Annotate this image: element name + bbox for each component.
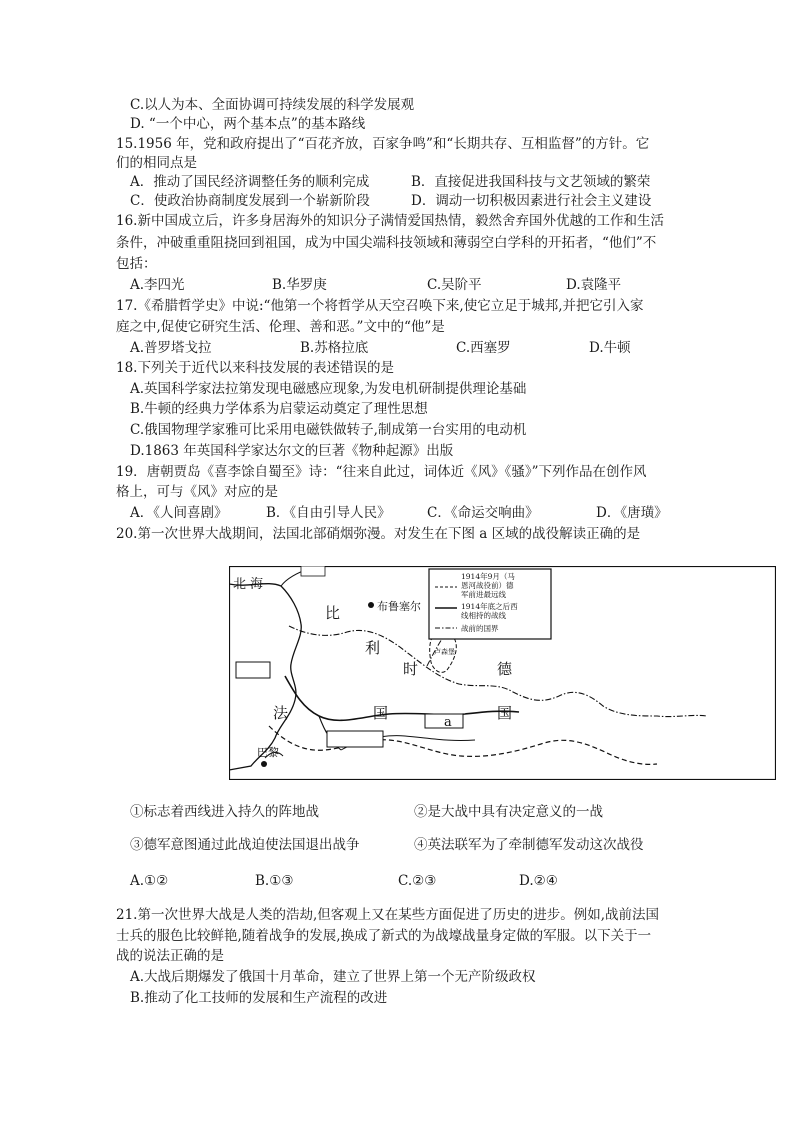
q21-option-b: B.推动了化工技师的发展和生产流程的改进 — [130, 990, 388, 1006]
q16-stem-line1: 16.新中国成立后，许多身居海外的知识分子满情爱国热情，毅然舍弃国外优越的工作和生活 — [116, 213, 664, 229]
legend-line1: 1914年9月（马 — [461, 572, 515, 581]
q17-option-d: D.牛顿 — [589, 340, 631, 356]
legend-line4: 1914年底之后西 — [461, 602, 518, 611]
q19-option-b: B．《自由引导人民》 — [266, 505, 391, 521]
q15-option-b: B．直接促进我国科技与文艺领域的繁荣 — [411, 174, 651, 190]
brussels-dot — [368, 602, 374, 608]
label-brussels: 布鲁塞尔 — [377, 600, 421, 613]
q20-option-a: A.①② — [130, 873, 169, 889]
q20-item-3: ③德军意图通过此战迫使法国退出战争 — [130, 837, 360, 853]
label-bi: 比 — [325, 604, 341, 622]
q16-option-d: D.袁隆平 — [566, 277, 622, 293]
q16-stem-line3: 包括： — [116, 256, 157, 272]
q16-option-c: C.吴阶平 — [427, 277, 482, 293]
q19-option-a: A．《人间喜剧》 — [130, 505, 228, 521]
q20-item-1: ①标志着西线进入持久的阵地战 — [130, 804, 319, 820]
q17-stem-line2: 庭之中,促使它研究生活、伦理、善和恶。”文中的“他”是 — [116, 319, 445, 335]
q21-option-a: A.大战后期爆发了俄国十月革命，建立了世界上第一个无产阶级政权 — [130, 969, 536, 985]
q21-stem-line1: 21.第一次世界大战是人类的浩劫,但客观上又在某些方面促进了历史的进步。例如,战前法国 — [116, 907, 660, 923]
legend-line5: 线相持的战线 — [461, 611, 506, 620]
q19-stem-line2: 格上，可与《风》对应的是 — [116, 484, 278, 500]
label-guo-fa: 国 — [373, 704, 389, 722]
q14-option-c: C.以人为本、全面协调可持续发展的科学发展观 — [130, 97, 415, 113]
label-area-a: a — [444, 715, 452, 730]
blank-box-2 — [327, 731, 383, 747]
q14-option-d: D. “一个中心，两个基本点”的基本路线 — [130, 116, 366, 132]
q20-stem: 20.第一次世界大战期间，法国北部硝烟弥漫。对发生在下图 a 区域的战役解读正确的是 — [116, 526, 641, 542]
q18-option-d: D.1863 年英国科学家达尔文的巨著《物种起源》出版 — [130, 443, 454, 459]
label-luxembourg: 卢森堡 — [434, 648, 455, 656]
label-guo-de: 国 — [497, 704, 513, 722]
q16-option-b: B.华罗庚 — [272, 277, 327, 293]
q15-option-c: C．使政治协商制度发展到一个崭新阶段 — [130, 193, 370, 209]
label-paris: 巴黎 — [257, 746, 279, 759]
label-de: 德 — [497, 660, 513, 678]
q21-stem-line3: 战的说法正确的是 — [116, 948, 224, 964]
label-fa: 法 — [273, 704, 289, 722]
q20-option-d: D.②④ — [519, 873, 558, 889]
blank-box-1 — [236, 662, 270, 678]
q18-stem: 18.下列关于近代以来科技发展的表述错误的是 — [116, 360, 394, 376]
western-front-map — [229, 566, 776, 780]
q19-stem-line1: 19．唐朝贾岛《喜李馀自蜀至》诗：“往来自此过，词体近《风》《骚》”下列作品在创作风 — [116, 464, 647, 480]
label-north-sea: 北 海 — [233, 577, 264, 592]
paris-dot — [261, 761, 267, 767]
q20-option-c: C.②③ — [398, 873, 437, 889]
q19-option-c: C．《命运交响曲》 — [427, 505, 539, 521]
q17-option-b: B.苏格拉底 — [300, 340, 369, 356]
legend-line6: 战前的国界 — [461, 624, 499, 633]
q17-option-a: A.普罗塔戈拉 — [130, 340, 212, 356]
q16-stem-line2: 条件，冲破重重阻挠回到祖国，成为中国尖端科技领域和薄弱空白学科的开拓者，“他们”不 — [116, 235, 657, 251]
q15-stem-line1: 15.1956 年，党和政府提出了“百花齐放，百家争鸣”和“长期共存、互相监督”的方针。它 — [116, 136, 650, 152]
legend-line2: 恩河战役前）德 — [461, 581, 514, 590]
q20-item-2: ②是大战中具有决定意义的一战 — [414, 804, 603, 820]
q18-option-a: A.英国科学家法拉第发现电磁感应现象,为发电机研制提供理论基础 — [130, 381, 527, 397]
label-li: 利 — [365, 639, 381, 657]
q15-option-d: D．调动一切积极因素进行社会主义建设 — [411, 193, 652, 209]
q15-option-a: A．推动了国民经济调整任务的顺利完成 — [130, 174, 370, 190]
q15-stem-line2: 们的相同点是 — [116, 155, 197, 171]
q18-option-c: C.俄国物理学家雅可比采用电磁铁做转子,制成第一台实用的电动机 — [130, 422, 527, 438]
q18-option-b: B.牛顿的经典力学体系为启蒙运动奠定了理性思想 — [130, 401, 428, 417]
legend-line3: 军前进最远线 — [461, 590, 506, 599]
q20-item-4: ④英法联军为了牵制德军发动这次战役 — [414, 837, 644, 853]
q17-stem-line1: 17.《希腊哲学史》中说:“他第一个将哲学从天空召唤下来,使它立足于城邦,并把它引入家 — [116, 298, 644, 314]
map-legend — [429, 569, 551, 639]
label-shi: 时 — [403, 660, 419, 678]
q20-option-b: B.①③ — [255, 873, 294, 889]
q19-option-d: D．《唐璜》 — [596, 505, 668, 521]
q16-option-a: A.李四光 — [130, 277, 185, 293]
q21-stem-line2: 士兵的服色比较鲜艳,随着战争的发展,换成了新式的为战壕战量身定做的军服。以下关于一 — [116, 928, 652, 944]
q17-option-c: C.西塞罗 — [456, 340, 511, 356]
